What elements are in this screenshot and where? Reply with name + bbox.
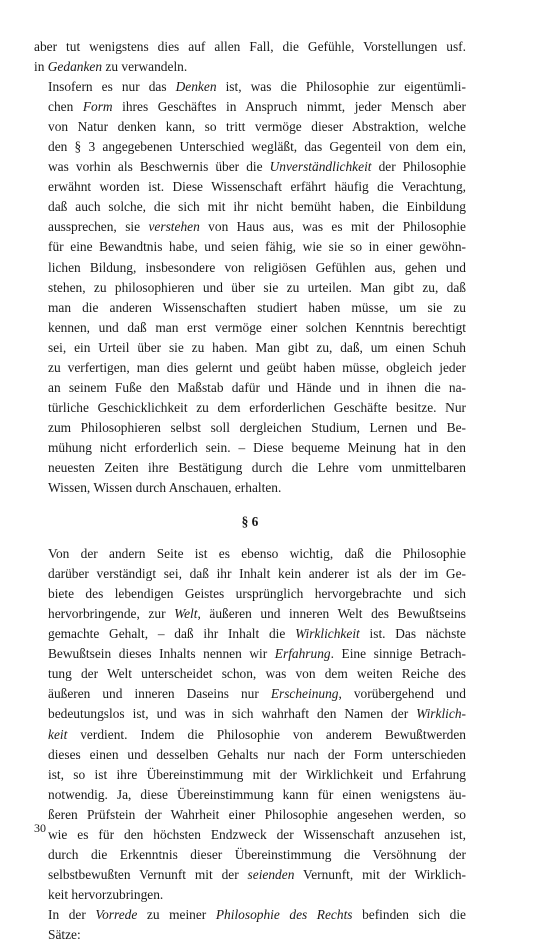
text-line: Sätze: <box>48 926 81 942</box>
text-line: keit hervorzubringen. <box>48 886 164 902</box>
text-line: tung der Welt unterscheidet schon, was von dem weiten Reiche des <box>48 666 466 682</box>
text-line: zu verfertigen, man dies gelernt und geübt haben müsse, obgleich jeder <box>48 359 466 375</box>
paragraph-philosophy-thinking <box>34 77 466 498</box>
text-line: mühung nicht erforderlich sein. – Diese bequeme Meinung hat in den <box>48 439 466 455</box>
text-line: neuesten Zeiten ihre Bestätigung durch die Lehre vom unmittelbaren <box>48 459 466 475</box>
text-line: an seinem Fuße den Maßstab dafür und Hände und in ihnen die na- <box>48 379 466 395</box>
text-line: sei, ein Urteil über sie zu haben. Man gibt zu, daß, um einen Schuh <box>48 339 466 355</box>
text-line: selbstbewußten Vernunft mit der seienden Vernunft, mit der Wirklich- <box>48 866 466 882</box>
text-line: gemachte Gehalt, – daß ihr Inhalt die Wirklichkeit ist. Das nächste <box>48 626 466 642</box>
emphasis: Gedanken <box>47 59 103 75</box>
paragraph-philosophy-reality <box>34 544 466 905</box>
text-line: ist, so ist ihre Übereinstimmung mit der Wirklichkeit und Erfahrung <box>48 766 466 782</box>
page-number: 30 <box>34 821 46 835</box>
paragraph-continuation <box>34 37 466 77</box>
emphasis: Welt <box>174 606 198 622</box>
text-line: durch die Erkenntnis dieser Übereinstimmung die Versöhnung der <box>48 846 466 862</box>
paragraph-preface-reference <box>34 905 466 945</box>
text-line: Von der andern Seite ist es ebenso wichtig, daß die Philosophie <box>48 546 466 562</box>
text-line: chen Form ihres Geschäftes in Anspruch nimmt, jeder Mensch aber <box>48 99 466 115</box>
text-line: notwendig. Ja, diese Übereinstimmung kann für einen wenigstens äu- <box>48 786 466 802</box>
text-line: erwähnt worden ist. Diese Wissenschaft erfährt häufig die Verachtung, <box>48 179 466 195</box>
text-line: daß auch solche, die sich mit ihr nicht bemüht haben, die Einbildung <box>48 199 466 215</box>
book-page <box>34 37 466 945</box>
text-line: man die anderen Wissenschaften studiert haben müsse, um sie zu <box>48 299 466 315</box>
text-line: ßeren Prüfstein der Wahrheit einer Philosophie angesehen werden, so <box>48 806 466 822</box>
emphasis: verstehen <box>148 219 200 235</box>
text-line: in Gedanken zu verwandeln. <box>34 59 188 75</box>
emphasis: Erfahrung <box>274 646 331 662</box>
text-line: darüber verständigt sei, daß ihr Inhalt kein anderer ist als der im Ge- <box>48 566 466 582</box>
text-line: türliche Geschicklichkeit zu dem erforderlichen Geschäfte besitze. Nur <box>48 399 466 415</box>
text-line: was vorhin als Beschwernis über die Unverständlichkeit der Philosophie <box>48 159 466 175</box>
text-line: Wissen, Wissen durch Anschauen, erhalten. <box>48 480 282 496</box>
emphasis: Denken <box>175 79 217 95</box>
emphasis: keit <box>48 726 68 742</box>
emphasis: seienden <box>247 866 295 882</box>
text-line: aussprechen, sie verstehen von Haus aus, was es mit der Philosophie <box>48 219 466 235</box>
emphasis: Form <box>82 99 113 115</box>
text-line: kennen, und daß man erst vermöge einer solchen Kenntnis berechtigt <box>48 319 466 335</box>
text-line: äußeren und inneren Daseins nur Erscheinung, vorübergehend und <box>48 686 466 702</box>
text-line: lichen Bildung, insbesondere von religiösen Gefühlen aus, gehen und <box>48 259 466 275</box>
text-line: hervorbringende, zur Welt, äußeren und inneren Welt des Bewußtseins <box>48 606 466 622</box>
text-line: zum Philosophieren selbst soll dergleichen Studium, Lernen und Be- <box>48 419 466 435</box>
emphasis: Vorrede <box>95 906 138 922</box>
emphasis: Erscheinung <box>270 686 339 702</box>
emphasis: Wirklich- <box>416 706 466 722</box>
emphasis: Wirklichkeit <box>295 626 360 642</box>
text-line: Bewußtsein dieses Inhalts nennen wir Erfahrung. Eine sinnige Betrach- <box>48 646 466 662</box>
text-line: stehen, zu philosophieren und über sie zu urteilen. Man gibt zu, daß <box>48 279 466 295</box>
text-line: für eine Bewandtnis habe, und seien fähig, wie sie so in einer gewöhn- <box>48 239 466 255</box>
text-line: bedeutungslos ist, und was in sich wahrhaft den Namen der Wirklich- <box>48 706 466 722</box>
section-heading: § 6 <box>241 514 259 530</box>
text-line: dieses einen und desselben Gehalts nur nach der Form unterschieden <box>48 746 466 762</box>
emphasis: Unverständlichkeit <box>269 159 372 175</box>
text-line: aber tut wenigstens dies auf allen Fall, die Gefühle, Vorstellungen usf. <box>34 39 466 54</box>
text-line: biete des lebendigen Geistes ursprünglich hervorgebrachte und sich <box>48 586 466 602</box>
text-line: keit verdient. Indem die Philosophie von anderem Bewußtwerden <box>48 726 466 742</box>
text-line: wie es für den höchsten Endzweck der Wissenschaft anzusehen ist, <box>48 826 466 842</box>
text-line: den § 3 angegebenen Unterschied wegläßt, das Gegenteil von dem ein, <box>48 139 466 155</box>
text-line: von Natur denken kann, so tritt vermöge dieser Abstraktion, welche <box>48 119 466 135</box>
text-line: In der Vorrede zu meiner Philosophie des Rechts befinden sich die <box>48 906 467 922</box>
emphasis: Philosophie des Rechts <box>215 906 353 922</box>
text-line: Insofern es nur das Denken ist, was die Philosophie zur eigentümli- <box>48 79 466 95</box>
